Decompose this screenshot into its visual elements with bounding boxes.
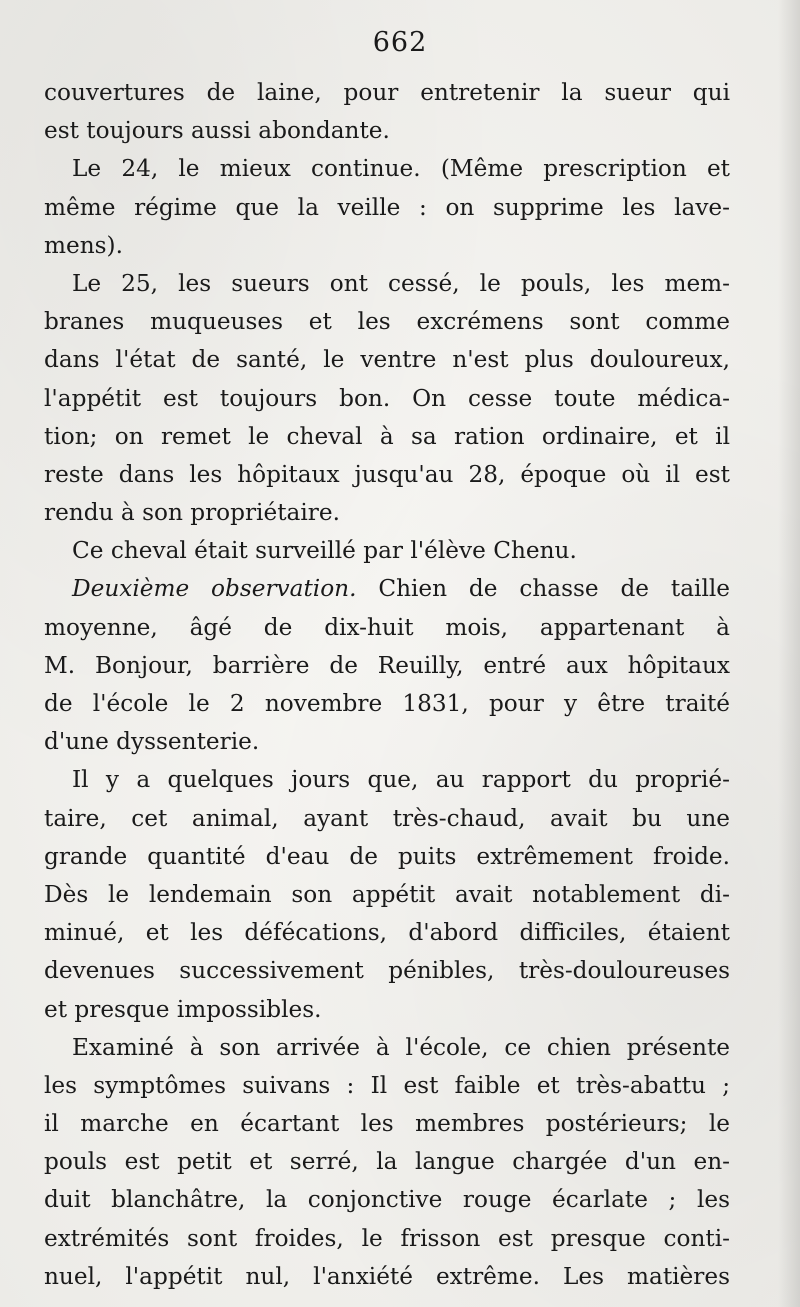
text-line: Il y a quelques jours que, au rapport du proprié- bbox=[72, 766, 730, 794]
text-line: taire, cet animal, ayant très-chaud, avait bu une bbox=[44, 804, 730, 832]
text-line: l'appétit est toujours bon. On cesse toute médica- bbox=[44, 384, 730, 412]
section-heading-italic: Deuxième observation. bbox=[72, 575, 357, 603]
text-line: rendu à son propriétaire. bbox=[44, 499, 340, 527]
text-line: mens). bbox=[44, 231, 123, 259]
text-line: Le 24, le mieux continue. (Même prescription et bbox=[72, 155, 730, 183]
text-line: minué, et les défécations, d'abord difficiles, étaient bbox=[44, 919, 730, 947]
text-line: M. Bonjour, barrière de Reuilly, entré aux hôpitaux bbox=[44, 651, 730, 679]
page-edge-shadow bbox=[778, 0, 800, 1307]
text-line: il marche en écartant les membres postérieurs; le bbox=[44, 1110, 730, 1138]
text-line: duit blanchâtre, la conjonctive rouge écarlate ; les bbox=[44, 1186, 730, 1214]
text-line: même régime que la veille : on supprime les lave- bbox=[44, 193, 730, 221]
text-line: les symptômes suivans : Il est faible et très-abattu ; bbox=[44, 1071, 730, 1099]
text-line-rest: Chien de chasse de taille bbox=[356, 575, 730, 603]
text-line: Examiné à son arrivée à l'école, ce chien présente bbox=[72, 1033, 730, 1061]
text-line: branes muqueuses et les excrémens sont comme bbox=[44, 308, 730, 336]
text-line: Dès le lendemain son appétit avait notablement di- bbox=[44, 880, 730, 908]
text-line: dans l'état de santé, le ventre n'est plus douloureux, bbox=[44, 346, 730, 374]
body-text bbox=[44, 74, 730, 1296]
text-line: de l'école le 2 novembre 1831, pour y être traité bbox=[44, 690, 730, 717]
text-line: d'une dyssenterie. bbox=[44, 728, 260, 756]
text-line: grande quantité d'eau de puits extrêmement froide. bbox=[44, 842, 730, 870]
text-line: nuel, l'appétit nul, l'anxiété extrême. Les matières bbox=[44, 1262, 730, 1290]
text-line: pouls est petit et serré, la langue chargée d'un en- bbox=[44, 1148, 730, 1176]
text-line: Le 25, les sueurs ont cessé, le pouls, les mem- bbox=[72, 269, 730, 297]
text-line: extrémités sont froides, le frisson est presque conti- bbox=[44, 1224, 730, 1252]
text-line: et presque impossibles. bbox=[44, 995, 322, 1023]
text-line: moyenne, âgé de dix-huit mois, appartenant à bbox=[44, 613, 730, 641]
text-line: couvertures de laine, pour entretenir la sueur qui bbox=[44, 79, 730, 106]
text-line: est toujours aussi abondante. bbox=[44, 117, 390, 145]
text-line: tion; on remet le cheval à sa ration ordinaire, et il bbox=[44, 422, 730, 450]
page-number: 662 bbox=[372, 27, 428, 58]
text-line: devenues successivement pénibles, très-douloureuses bbox=[44, 957, 730, 985]
text-line bbox=[44, 570, 730, 608]
text-line: reste dans les hôpitaux jusqu'au 28, époque où il est bbox=[44, 460, 730, 488]
text-line: Ce cheval était surveillé par l'élève Chenu. bbox=[72, 537, 577, 565]
